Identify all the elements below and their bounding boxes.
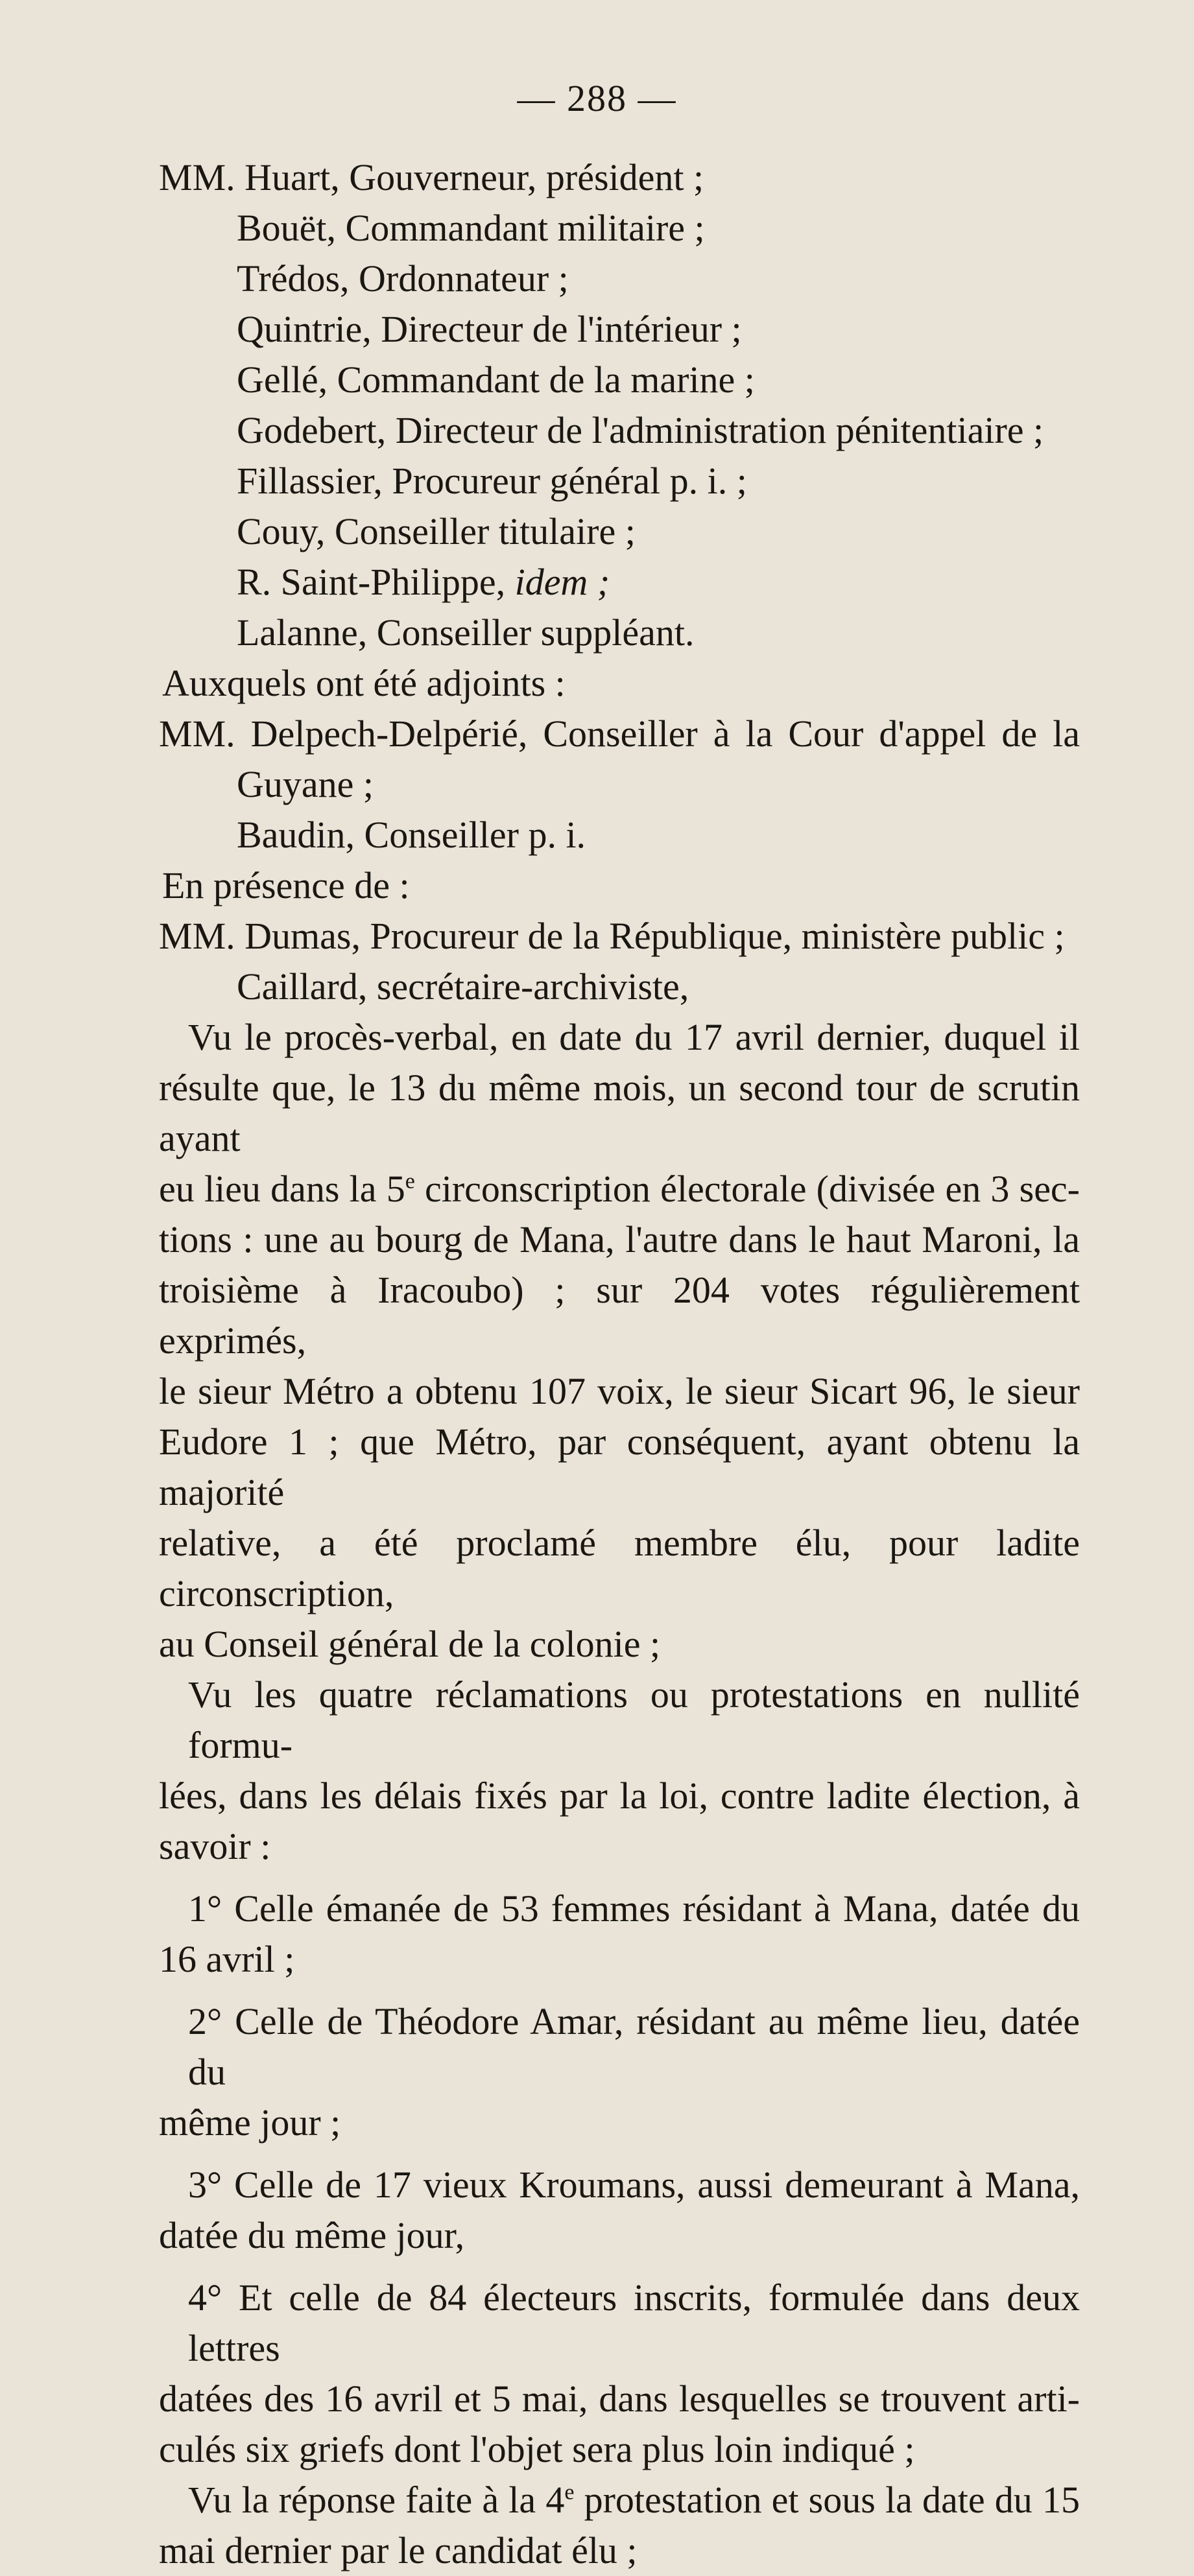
paragraph-line: tions : une au bourg de Mana, l'autre dans le haut Maroni, la bbox=[159, 1218, 1080, 1260]
paragraph-line: troisième à Iracoubo) ; sur 204 votes régulièrement exprimés, bbox=[159, 1269, 1080, 1362]
member-line: Huart, Gouverneur, président ; bbox=[245, 156, 704, 198]
list-item: 2° Celle de Théodore Amar, résidant au même lieu, datée du bbox=[188, 2000, 1080, 2093]
member-line: Lalanne, Conseiller suppléant. bbox=[237, 611, 695, 654]
member-name: R. Saint-Philippe, bbox=[237, 561, 506, 603]
member-idem: idem ; bbox=[514, 561, 610, 603]
paragraph-line: résulte que, le 13 du même mois, un second tour de scrutin ayant bbox=[159, 1067, 1080, 1159]
paragraph-line: Eudore 1 ; que Métro, par conséquent, ayant obtenu la majorité bbox=[159, 1421, 1080, 1513]
paragraph-line: relative, a été proclamé membre élu, pour ladite circonscription, bbox=[159, 1522, 1080, 1614]
member-line: Quintrie, Directeur de l'intérieur ; bbox=[237, 308, 742, 350]
presence-line: MM. Dumas, Procureur de la République, ministère public ; bbox=[159, 915, 1065, 957]
member-line: Gellé, Commandant de la marine ; bbox=[237, 359, 755, 401]
member-line: Bouët, Commandant militaire ; bbox=[237, 207, 705, 249]
paragraph-line: mai dernier par le candidat élu ; bbox=[159, 2529, 638, 2571]
adjoined-intro: Auxquels ont été adjoints : bbox=[162, 662, 566, 704]
adjoined-line: Baudin, Conseiller p. i. bbox=[237, 814, 586, 856]
paragraph-line: Vu les quatre réclamations ou protestations en nullité formu- bbox=[188, 1673, 1080, 1766]
presence-line: Caillard, secrétaire-archiviste, bbox=[237, 965, 689, 1008]
paragraph-line: lées, dans les délais fixés par la loi, contre ladite élection, à bbox=[159, 1775, 1080, 1817]
list-item-cont: même jour ; bbox=[159, 2101, 341, 2144]
list-item-cont: culés six griefs dont l'objet sera plus loin indiqué ; bbox=[159, 2428, 915, 2470]
member-line: Godebert, Directeur de l'administration pénitentiaire ; bbox=[237, 409, 1044, 451]
list-item-cont: 16 avril ; bbox=[159, 1938, 295, 1980]
document-body bbox=[159, 152, 1080, 2576]
member-line: Trédos, Ordonnateur ; bbox=[237, 257, 569, 300]
members-title: MM. bbox=[159, 156, 235, 198]
list-item: 4° Et celle de 84 électeurs inscrits, formulée dans deux lettres bbox=[188, 2276, 1080, 2369]
member-line: Couy, Conseiller titulaire ; bbox=[237, 510, 636, 552]
adjoined-line: MM. Delpech-Delpérié, Conseiller à la Cour d'appel de la bbox=[159, 713, 1080, 755]
list-item-cont: datée du même jour, bbox=[159, 2214, 465, 2256]
list-item: 3° Celle de 17 vieux Kroumans, aussi demeurant à Mana, bbox=[188, 2164, 1080, 2206]
paragraph-line: le sieur Métro a obtenu 107 voix, le sieur Sicart 96, le sieur bbox=[159, 1370, 1080, 1412]
adjoined-line: Guyane ; bbox=[237, 763, 374, 805]
presence-intro: En présence de : bbox=[162, 864, 410, 906]
list-item-cont: datées des 16 avril et 5 mai, dans lesquelles se trouvent arti- bbox=[159, 2378, 1080, 2420]
members-first-line bbox=[159, 152, 1080, 203]
member-line bbox=[159, 557, 1080, 608]
paragraph-line: eu lieu dans la 5e circonscription électorale (divisée en 3 sec- bbox=[159, 1168, 1080, 1210]
page-number: — 288 — bbox=[517, 77, 677, 119]
paragraph-line: Vu la réponse faite à la 4e protestation et sous la date du 15 bbox=[188, 2479, 1080, 2521]
paragraph-line: Vu le procès-verbal, en date du 17 avril dernier, duquel il bbox=[188, 1016, 1080, 1058]
paragraph-line: au Conseil général de la colonie ; bbox=[159, 1623, 661, 1665]
member-line: Fillassier, Procureur général p. i. ; bbox=[237, 460, 747, 502]
paragraph-line: savoir : bbox=[159, 1825, 271, 1867]
list-item: 1° Celle émanée de 53 femmes résidant à Mana, datée du bbox=[188, 1887, 1080, 1930]
